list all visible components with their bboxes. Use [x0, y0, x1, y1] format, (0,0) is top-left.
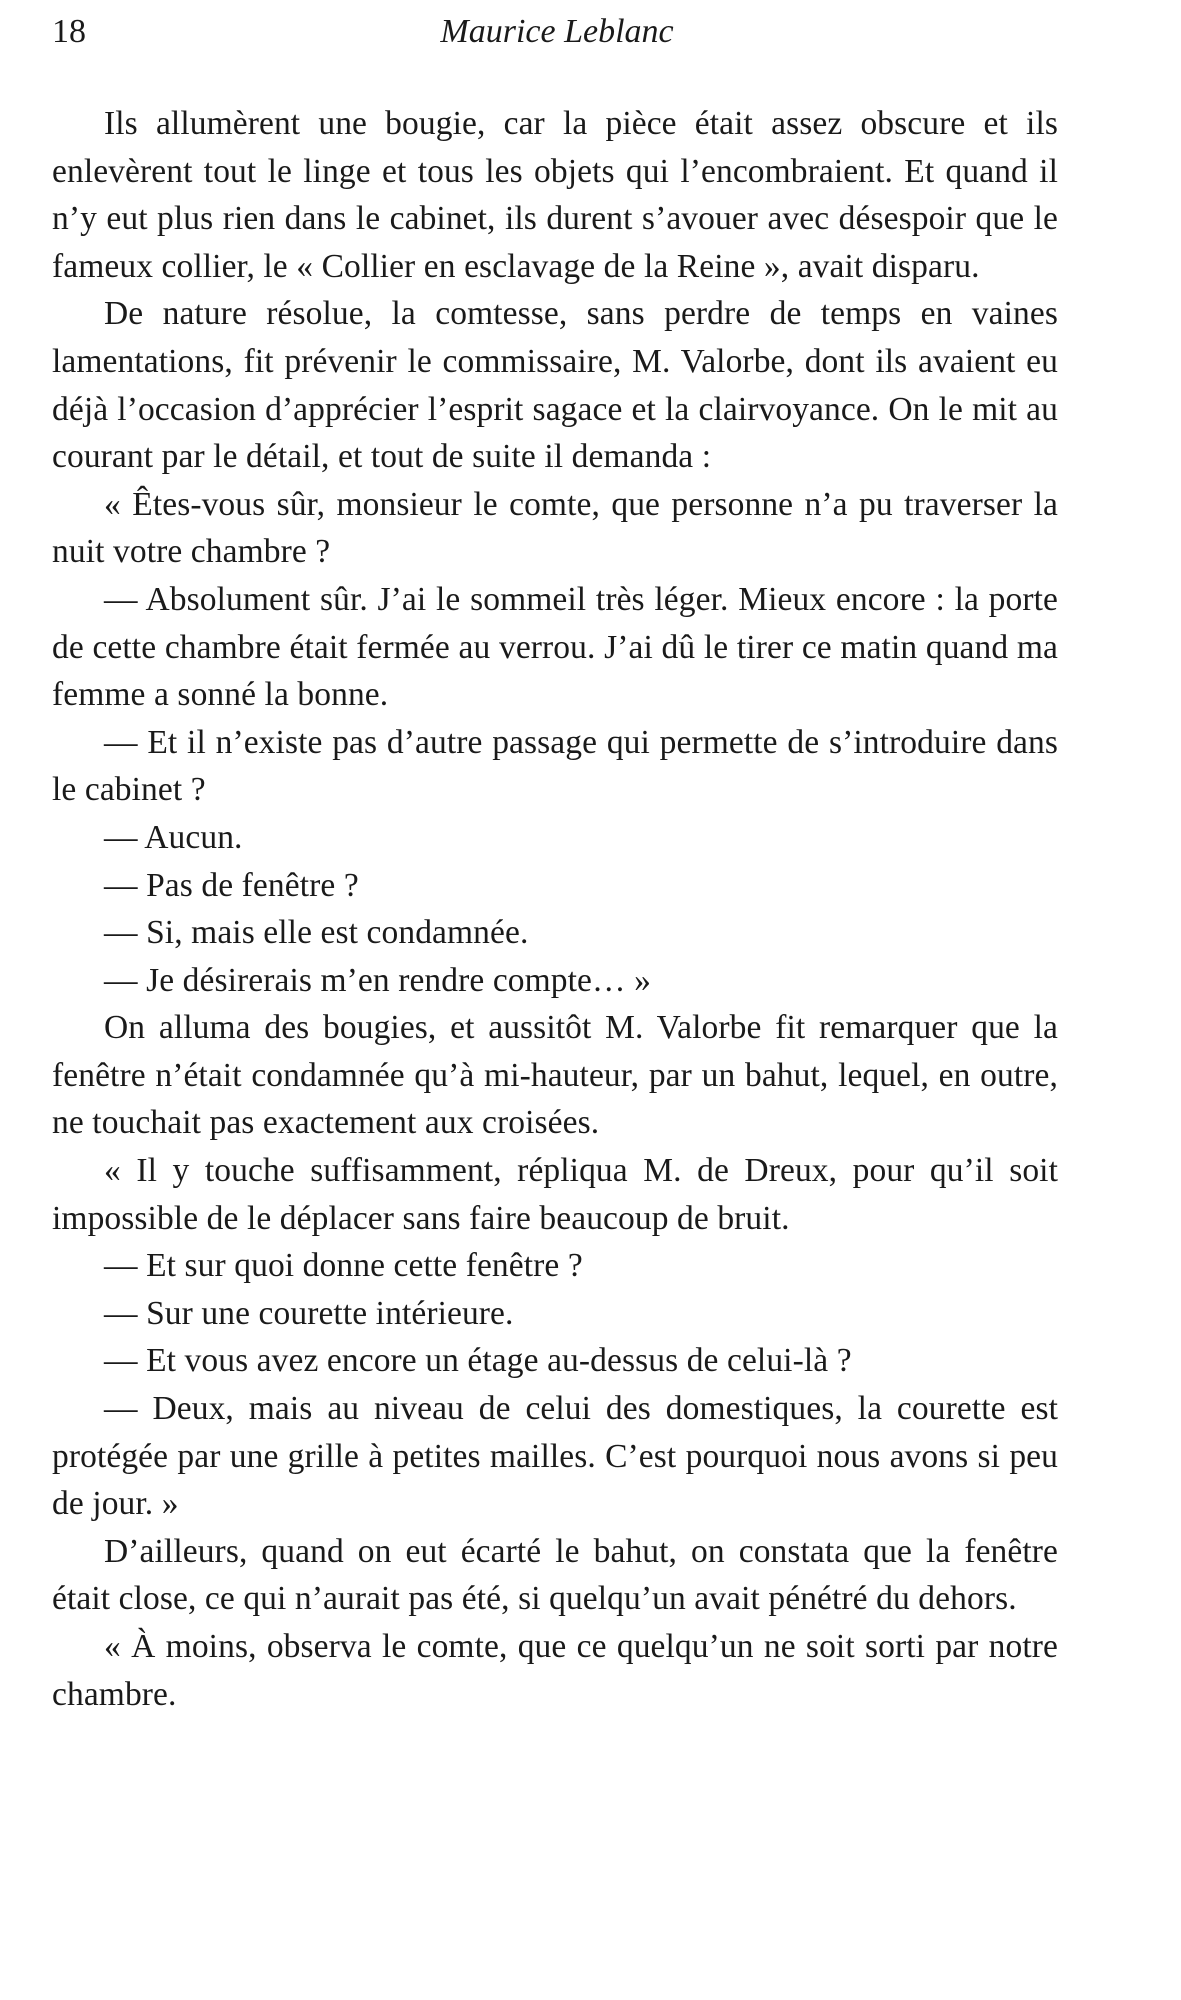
- paragraph: — Et sur quoi donne cette fenêtre ?: [104, 1247, 583, 1285]
- body-text: [52, 100, 1058, 1718]
- paragraph: Ils allumèrent une bougie, car la pièce était assez obscure et ils enlevèrent tout le linge et tous les objets qui l’encombraient. Et quand il n’y eut plus rien dans le cabinet, ils durent s’avouer avec désespoir que le fameux collier, le « Collier en esclavage de la Reine », avait disparu.: [52, 105, 1058, 285]
- paragraph: « Êtes-vous sûr, monsieur le comte, que personne n’a pu traverser la nuit votre chambre ?: [52, 485, 1058, 571]
- paragraph: — Et il n’existe pas d’autre passage qui permette de s’introduire dans le cabinet ?: [52, 723, 1058, 809]
- paragraph: — Pas de fenêtre ?: [104, 866, 359, 904]
- paragraph: « À moins, observa le comte, que ce quelqu’un ne soit sorti par notre chambre.: [52, 1628, 1058, 1713]
- paragraph: — Sur une courette intérieure.: [104, 1294, 514, 1332]
- paragraph: On alluma des bougies, et aussitôt M. Valorbe fit remarquer que la fenêtre n’était condamnée qu’à mi-hauteur, par un bahut, lequel, en outre, ne touchait pas exactement aux croisées.: [52, 1009, 1058, 1142]
- running-title: Maurice Leblanc: [440, 13, 674, 50]
- paragraph: — Aucun.: [104, 818, 243, 856]
- page-number: 18: [52, 13, 86, 50]
- paragraph: — Deux, mais au niveau de celui des domestiques, la courette est protégée par une grille à petites mailles. C’est pourquoi nous avons si peu de jour. »: [52, 1390, 1058, 1523]
- paragraph: — Et vous avez encore un étage au-dessus de celui-là ?: [104, 1342, 852, 1380]
- paragraph: De nature résolue, la comtesse, sans perdre de temps en vaines lamentations, fit prévenir le commissaire, M. Valorbe, dont ils avaient eu déjà l’occasion d’apprécier l’esprit sagace et la clairvoyance. On le mit au courant par le détail, et tout de suite il demanda :: [52, 295, 1058, 476]
- paragraph: — Absolument sûr. J’ai le sommeil très léger. Mieux encore : la porte de cette chambre était fermée au verrou. J’ai dû le tirer ce matin quand ma femme a sonné la bonne.: [52, 580, 1058, 714]
- paragraph: — Si, mais elle est condamnée.: [104, 914, 529, 952]
- page-header: [52, 12, 1062, 52]
- paragraph: — Je désirerais m’en rendre compte… »: [104, 961, 651, 999]
- paragraph: D’ailleurs, quand on eut écarté le bahut, on constata que la fenêtre était close, ce qui n’aurait pas été, si quelqu’un avait pénétré du dehors.: [52, 1532, 1058, 1618]
- paragraph: « Il y touche suffisamment, répliqua M. de Dreux, pour qu’il soit impossible de le déplacer sans faire beaucoup de bruit.: [52, 1152, 1058, 1237]
